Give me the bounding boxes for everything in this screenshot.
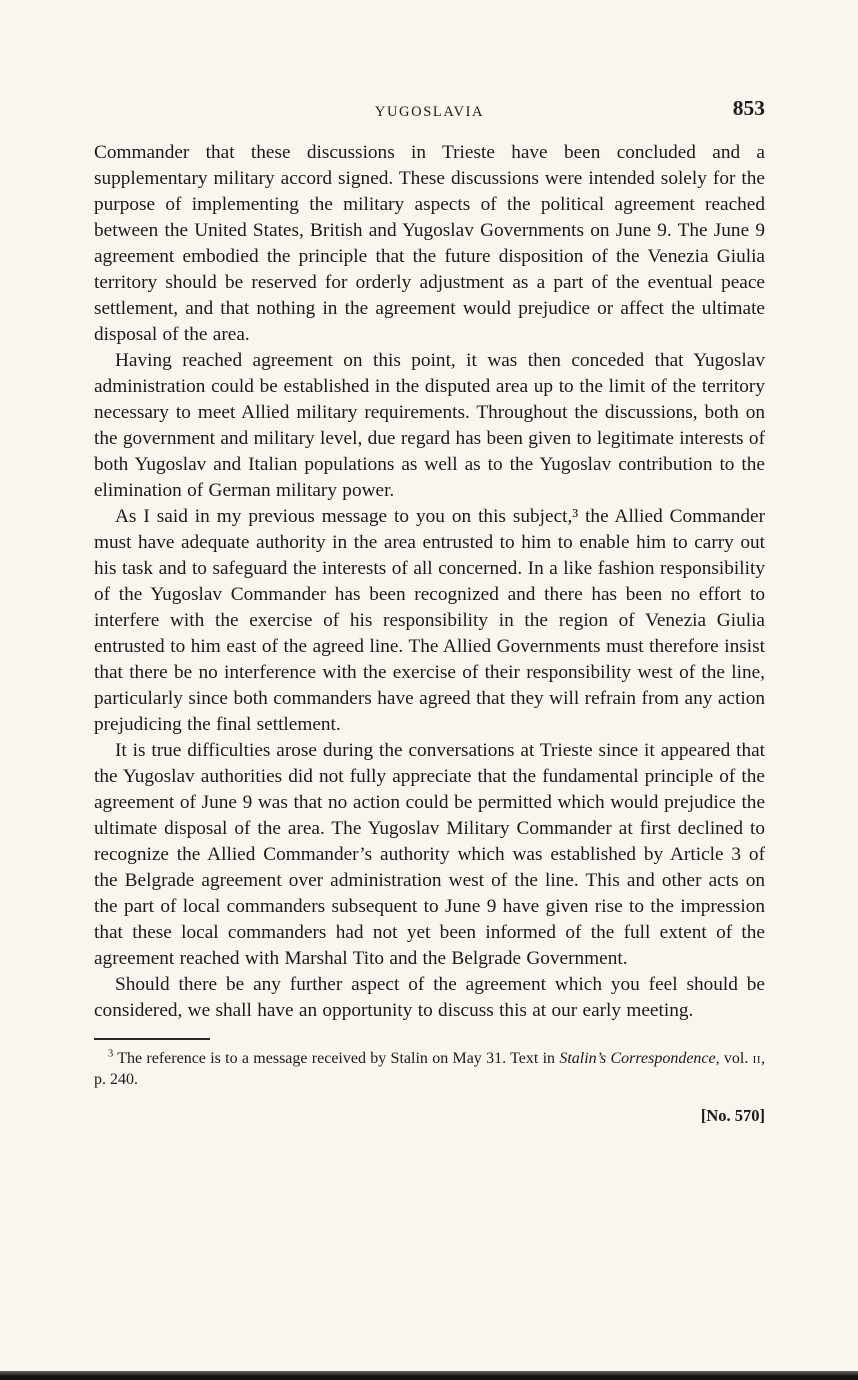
footnote — [94, 1049, 765, 1090]
footnote-cited-title: Stalin’s Correspondence — [559, 1050, 716, 1067]
footnote-text: The reference is to a message received by Stalin on May 31. Text in — [113, 1050, 560, 1067]
footnote-volume: ii — [752, 1050, 761, 1067]
page-header — [94, 96, 765, 124]
paragraph: Having reached agreement on this point, it was then conceded that Yugoslav administration could be established in the disputed area up to the limit of the territory necessary to meet Allied military requirements. Throughout the discussions, both on the government and military level, due regard has been given to legitimate interests of both Yugoslav and Italian populations as well as to the Yugoslav contribution to the elimination of German military power. — [94, 350, 765, 501]
footnote-text: , vol. — [715, 1050, 753, 1067]
paragraph: Should there be any further aspect of the agreement which you feel should be considered, we shall have an opportunity to discuss this at our early meeting. — [94, 974, 765, 1021]
running-title: YUGOSLAVIA — [374, 104, 485, 120]
footnote-text: , p. 240. — [94, 1050, 765, 1088]
footnote-separator — [94, 1038, 210, 1040]
document-number: [No. 570] — [700, 1106, 765, 1125]
scan-edge — [0, 1371, 858, 1380]
footnote-marker: 3 — [108, 1048, 114, 1060]
paragraph: Commander that these discussions in Trieste have been concluded and a supplementary military accord signed. These discussions were intended solely for the purpose of implementing the military aspects of the political agreement reached between the United States, British and Yugoslav Governments on June 9. The June 9 agreement embodied the principle that the future disposition of the Venezia Giulia territory should be reserved for orderly adjustment as a part of the eventual peace settlement, and that nothing in the agreement would prejudice or affect the ultimate disposal of the area. — [94, 142, 765, 345]
page-body — [94, 140, 765, 1024]
paragraph: As I said in my previous message to you on this subject,³ the Allied Commander must have adequate authority in the area entrusted to him to enable him to carry out his task and to safeguard the interests of all concerned. In a like fashion responsibility of the Yugoslav Commander has been recognized and there has been no effort to interfere with the exercise of his responsibility in the region of Venezia Giulia entrusted to him east of the agreed line. The Allied Governments must therefore insist that there be no interference with the exercise of their responsibility west of the line, particularly since both commanders have agreed that they will refrain from any action prejudicing the final settlement. — [94, 506, 765, 735]
paragraph: It is true difficulties arose during the conversations at Trieste since it appeared that the Yugoslav authorities did not fully appreciate that the fundamental principle of the agreement of June 9 was that no action could be permitted which would prejudice the ultimate disposal of the area. The Yugoslav Military Commander at first declined to recognize the Allied Commander’s authority which was established by Article 3 of the Belgrade agreement over administration west of the line. This and other acts on the part of local commanders subsequent to June 9 have given rise to the impression that these local commanders had not yet been informed of the full extent of the agreement reached with Marshal Tito and the Belgrade Government. — [94, 740, 765, 969]
page-number: 853 — [732, 96, 765, 120]
